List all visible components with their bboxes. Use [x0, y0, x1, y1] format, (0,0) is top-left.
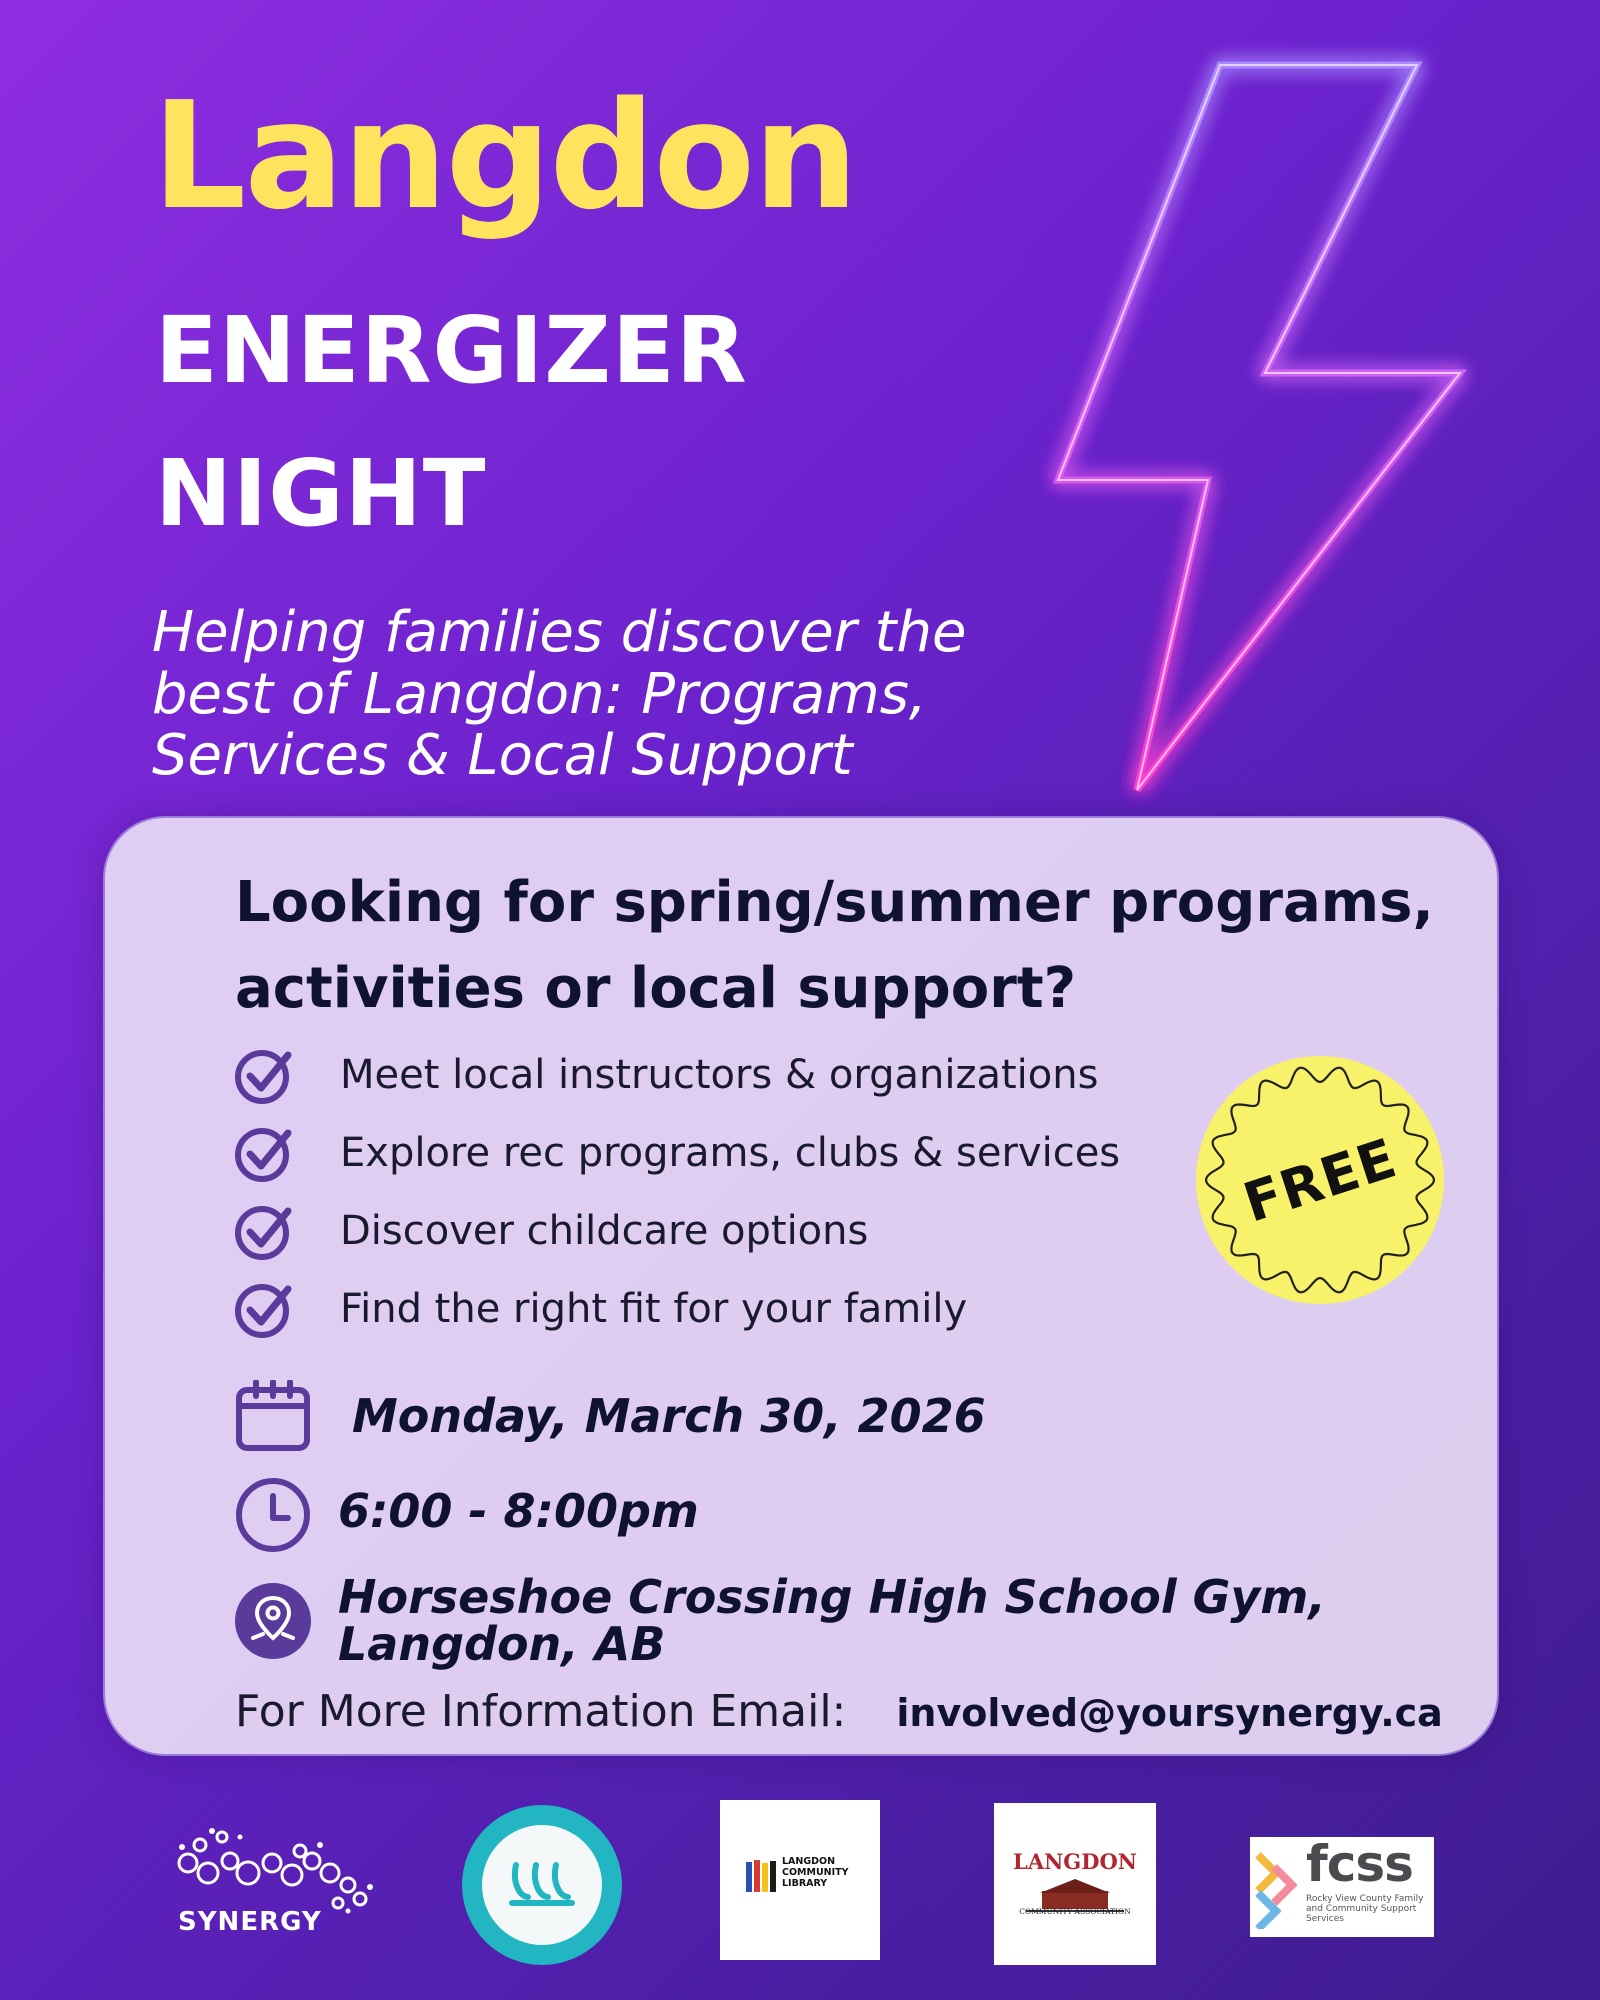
synergy-logo: [170, 1815, 385, 1945]
event-time: 6:00 - 8:00pm: [338, 1484, 699, 1538]
contact-line: [235, 1686, 1443, 1737]
fcss-subtitle: Rocky View County Family and Community Support Services: [1306, 1894, 1424, 1924]
contact-email-link[interactable]: involved@yoursynergy.ca: [896, 1691, 1443, 1735]
check-circle-icon: [232, 1277, 296, 1341]
free-badge-label: FREE: [1235, 1125, 1405, 1235]
synergy-bubbles-graphic: [170, 1815, 385, 1915]
community-association-name: LANGDON: [1013, 1849, 1137, 1874]
fcss-arrows-icon: [1254, 1849, 1302, 1929]
checklist-item-text: Meet local instructors & organizations: [340, 1052, 1099, 1098]
check-circle-icon: [232, 1043, 296, 1107]
library-line-1: LANGDON: [782, 1856, 836, 1867]
books-icon: [746, 1860, 778, 1894]
library-wordmark: [782, 1857, 849, 1890]
event-name-line-1: ENERGIZER: [155, 297, 748, 404]
fcss-logo: [1250, 1837, 1434, 1937]
checklist-item: [232, 1196, 868, 1266]
card-heading-line-2: activities or local support?: [235, 956, 1077, 1021]
checklist-item: [232, 1274, 967, 1344]
tagline: [152, 602, 1052, 787]
checklist-item-text: Explore rec programs, clubs & services: [340, 1130, 1121, 1176]
library-line-2: COMMUNITY: [782, 1866, 849, 1878]
langdon-community-association-logo: [994, 1803, 1156, 1965]
calendar-icon: [234, 1380, 312, 1452]
community-association-subtitle: COMMUNITY ASSOCIATION: [1019, 1907, 1131, 1916]
tagline-line-1: Helping families discover the: [152, 600, 967, 665]
langdon-library-logo: [720, 1800, 880, 1960]
event-location-line-1: Horseshoe Crossing High School Gym,: [338, 1570, 1326, 1624]
page-title: Langdon: [152, 70, 857, 242]
clock-icon: [234, 1476, 312, 1554]
checklist-item-text: Discover childcare options: [340, 1208, 869, 1254]
library-line-3: LIBRARY: [782, 1877, 828, 1889]
event-location-line-2: Langdon, AB: [338, 1616, 666, 1671]
free-badge: [1192, 1052, 1448, 1308]
tagline-line-3: Services & Local Support: [152, 723, 853, 789]
location-pin-icon: [234, 1582, 312, 1660]
event-location: [338, 1570, 1326, 1671]
contact-label: For More Information Email:: [235, 1686, 847, 1737]
card-heading-line-1: Looking for spring/summer programs,: [235, 870, 1434, 935]
little-lake-locals-logo: [462, 1805, 622, 1965]
check-circle-icon: [232, 1121, 296, 1185]
checklist-item-text: Find the right fit for your family: [340, 1286, 968, 1332]
check-circle-icon: [232, 1199, 296, 1263]
event-name-line-2: NIGHT: [155, 440, 487, 547]
tagline-line-2: best of Langdon: Programs,: [152, 661, 927, 727]
little-lake-locals-inner: [482, 1825, 602, 1945]
lightning-bolt-icon: [1020, 40, 1490, 830]
card-heading: [235, 860, 1465, 1032]
synergy-wordmark: SYNERGY: [178, 1907, 322, 1937]
checklist-item: [232, 1040, 1098, 1110]
event-date: Monday, March 30, 2026: [352, 1389, 986, 1443]
fcss-wordmark: fcss: [1306, 1835, 1413, 1893]
wave-icon: [482, 1825, 602, 1945]
checklist-item: [232, 1118, 1120, 1188]
